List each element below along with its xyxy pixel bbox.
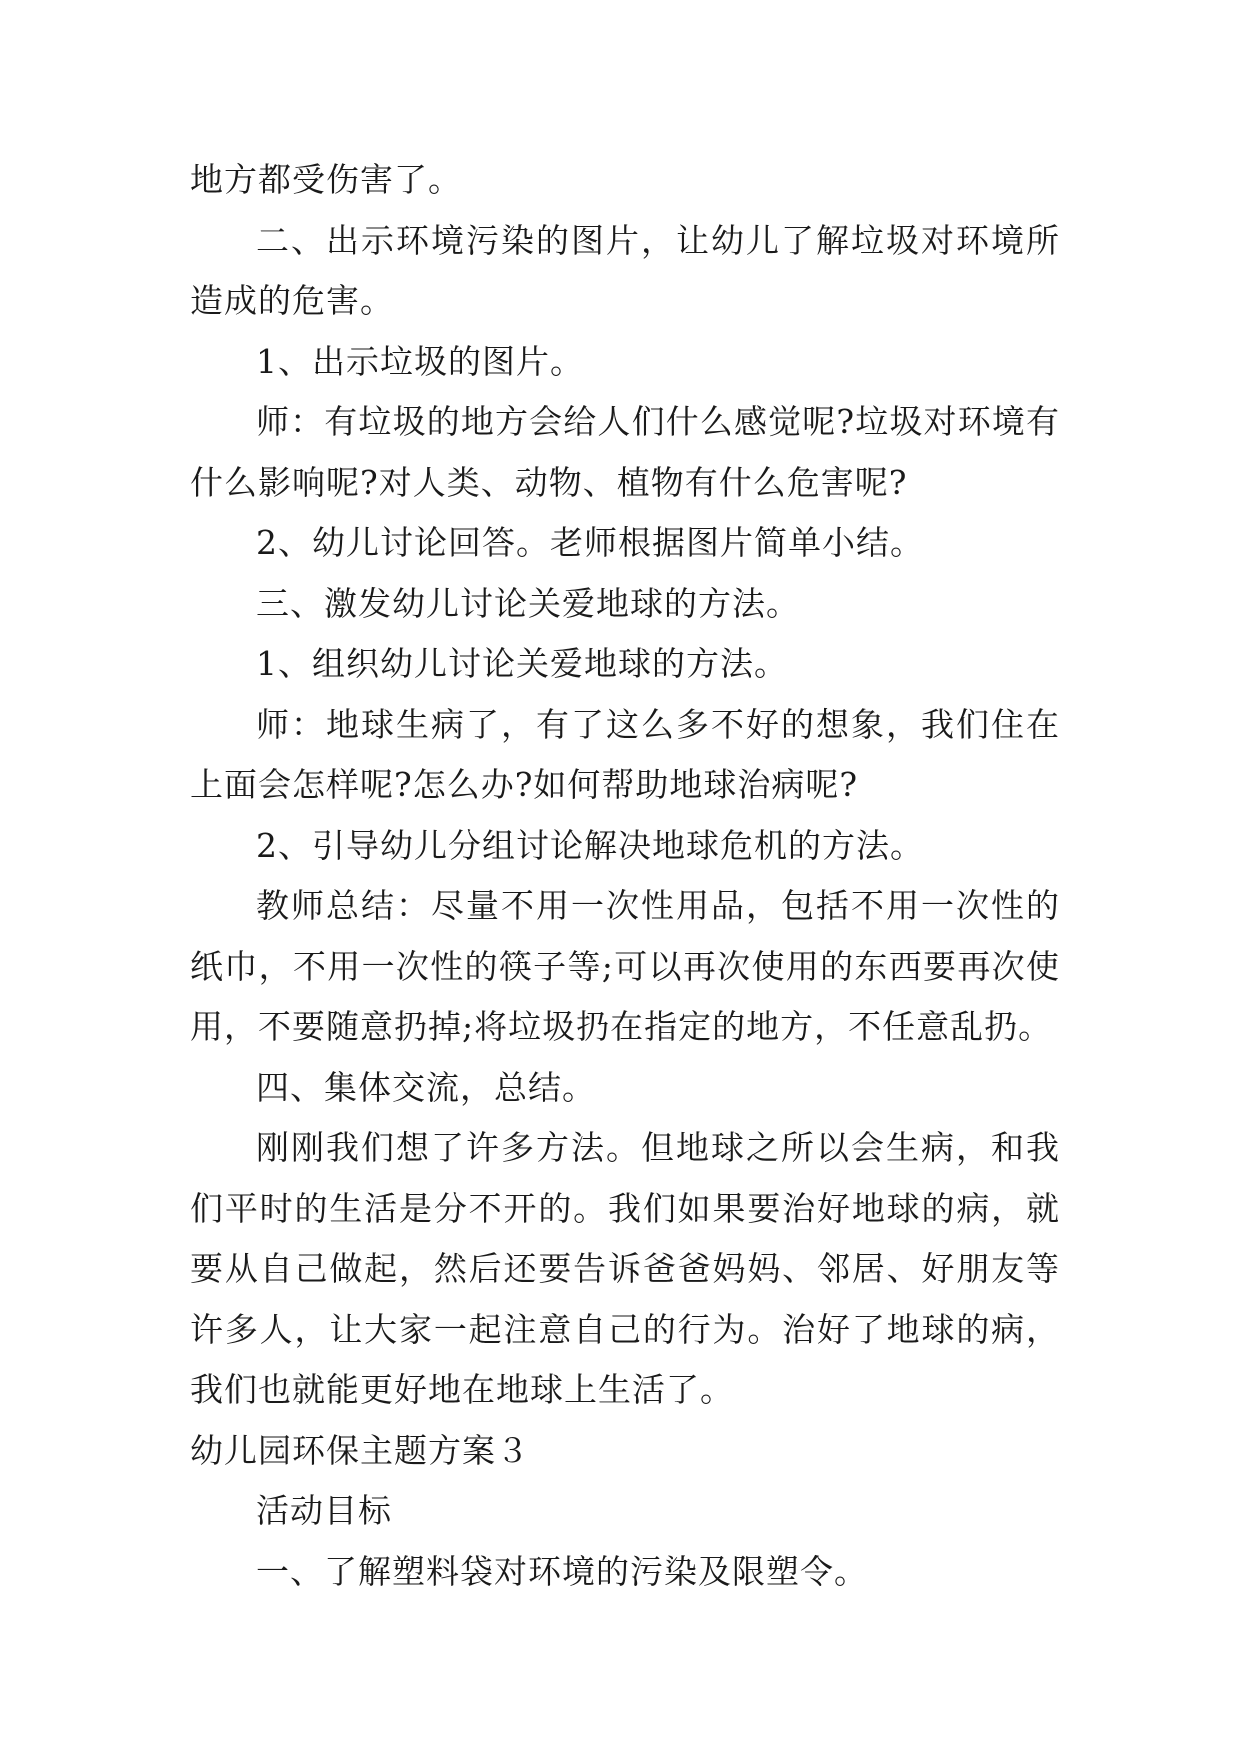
section-heading-two: 二、出示环境污染的图片，让幼儿了解垃圾对环境所造成的危害。	[190, 220, 1060, 320]
section-heading-three: 三、激发幼儿讨论关爱地球的方法。	[256, 583, 800, 623]
teacher-question-garbage: 师：有垃圾的地方会给人们什么感觉呢?垃圾对环境有什么影响呢?对人类、动物、植物有什么危害呢?	[190, 402, 1060, 502]
teacher-summary: 教师总结：尽量不用一次性用品，包括不用一次性的纸巾，不用一次性的筷子等;可以再次使用的东西要再次使用，不要随意扔掉;将垃圾扔在指定的地方，不任意乱扔。	[190, 886, 1060, 1046]
step-show-garbage-pictures: 1、出示垃圾的图片。	[256, 341, 584, 381]
document-body	[190, 150, 1060, 1602]
section-heading-four: 四、集体交流，总结。	[256, 1067, 596, 1107]
paragraph-continuation: 地方都受伤害了。	[190, 160, 462, 199]
closing-paragraph: 刚刚我们想了许多方法。但地球之所以会生病，和我们平时的生活是分不开的。我们如果要治好地球的病，就要从自己做起，然后还要告诉爸爸妈妈、邻居、好朋友等许多人，让大家一起注意自己的行为。治好了地球的病，我们也就能更好地在地球上生活了。	[190, 1128, 1060, 1409]
plan-title: 幼儿园环保主题方案３	[190, 1430, 530, 1470]
teacher-question-earth-sick: 师：地球生病了，有了这么多不好的想象，我们住在上面会怎样呢?怎么办?如何帮助地球治病呢?	[190, 704, 1060, 804]
activity-goals-heading: 活动目标	[256, 1491, 392, 1530]
goal-one: 一、了解塑料袋对环境的污染及限塑令。	[256, 1551, 868, 1591]
step-group-discussion: 2、引导幼儿分组讨论解决地球危机的方法。	[256, 825, 924, 865]
step-organize-discussion: 1、组织幼儿讨论关爱地球的方法。	[256, 644, 788, 683]
step-discussion-answer: 2、幼儿讨论回答。老师根据图片简单小结。	[256, 523, 924, 562]
